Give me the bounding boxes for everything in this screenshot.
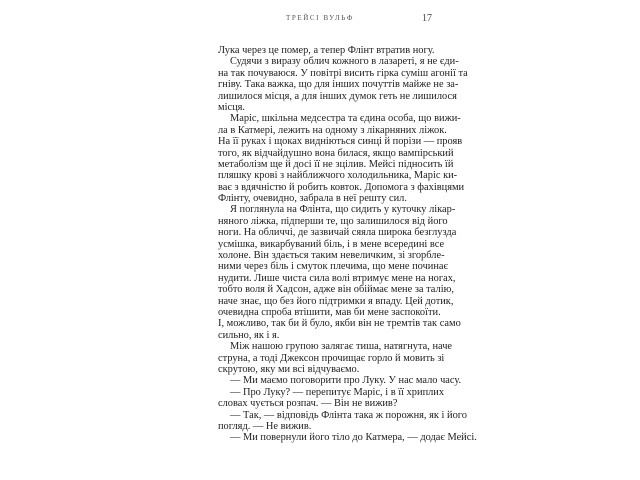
text-line: Судячи з виразу облич кожного в лазареті, я не єди- <box>230 56 459 68</box>
text-line: нудити. Лише чиста сила волі втримує мене на ногах, <box>218 272 456 284</box>
text-line: струна, а тоді Джексон прочищає горло й мовить зі <box>218 352 445 364</box>
text-line: погляд. — Не вижив. <box>218 420 312 432</box>
paragraph <box>218 45 435 56</box>
text-line: тобто воля й Хадсон, адже він обіймає мене за талію, <box>218 284 454 296</box>
text-line: лишилося місця, а для інших думок геть не лишилося <box>218 90 457 102</box>
text-line: холоне. Він здається таким невеличким, зі згорбле- <box>218 250 445 262</box>
paragraph <box>218 432 477 444</box>
text-line: сильно, як і я. <box>218 329 280 341</box>
text-line: Лука через це помер, а тепер Флінт втратив ногу. <box>218 45 435 56</box>
text-line: На її руках і щоках видніються синці й порізи — прояв <box>218 136 463 148</box>
text-line: ває з вдячністю й робить ковток. Допомога з фахівцями <box>218 181 465 193</box>
text-line: І, можливо, так би й було, якби він не тремтів так само <box>218 318 461 330</box>
text-line: ними через біль і смуток плечима, що мене починає <box>218 261 448 273</box>
text-line: гніву. Така важка, що для інших почуттів майже не за- <box>218 79 459 91</box>
paragraph <box>218 409 467 433</box>
text-line: того, як відчайдушно вона билася, якщо вампірський <box>218 147 454 159</box>
text-line: метаболізм ще й досі її не зцілив. Мейсі підносить їй <box>218 158 454 170</box>
text-line: — Про Луку? — перепитує Маріс, і в її хриплих <box>230 386 445 398</box>
page-header <box>218 13 432 27</box>
text-line: Флінту, очевидно, забрала в неї решту сил. <box>218 193 407 205</box>
text-line: — Так, — відповідь Флінта така ж порожня, як і його <box>230 409 467 421</box>
page-body <box>218 45 477 444</box>
paragraph <box>218 341 453 375</box>
text-line: наче знає, що без його підтримки я впаду. Цей дотик, <box>218 295 454 307</box>
text-line: пляшку крові з найближчого холодильника, Маріс ки- <box>218 170 458 182</box>
text-line: — Ми повернули його тіло до Катмера, — додає Мейсі. <box>230 432 477 444</box>
text-line: ла в Катмері, лежить на одному з лікарняних ліжок. <box>218 124 447 136</box>
paragraph <box>218 113 465 205</box>
text-line: Між нашою групою залягає тиша, натягнута, наче <box>230 341 453 353</box>
paragraph <box>218 386 445 410</box>
text-line: ноги. На обличчі, де зазвичай сяяла широка безглузда <box>218 227 457 239</box>
page-number: 17 <box>422 13 432 24</box>
text-line: усмішка, викарбуваний біль, і в мене всередині все <box>218 238 445 250</box>
paragraph <box>218 56 468 113</box>
text-line: очевидна спроба втішити, мав би мене заспокоїти. <box>218 306 441 318</box>
text-line: скрутою, яку ми всі відчуваємо. <box>218 363 360 375</box>
running-title: ТРЕЙСІ ВУЛЬФ <box>286 14 355 22</box>
text-line: — Ми маємо поговорити про Луку. У нас мало часу. <box>230 375 462 387</box>
paragraph <box>218 375 462 387</box>
text-line: Я поглянула на Флінта, що сидить у куточку лікар- <box>230 204 456 216</box>
text-line: словах чується розпач. — Він не вижив? <box>218 398 398 410</box>
text-line: няного ліжка, підперши те, що залишилося від його <box>218 215 448 227</box>
text-line: Маріс, шкільна медсестра та єдина особа, що вижи- <box>230 113 461 125</box>
text-line: місця. <box>218 101 246 113</box>
paragraph <box>218 204 461 341</box>
text-line: на так почуваюся. У повітрі висить гірка суміш агонії та <box>218 67 468 79</box>
